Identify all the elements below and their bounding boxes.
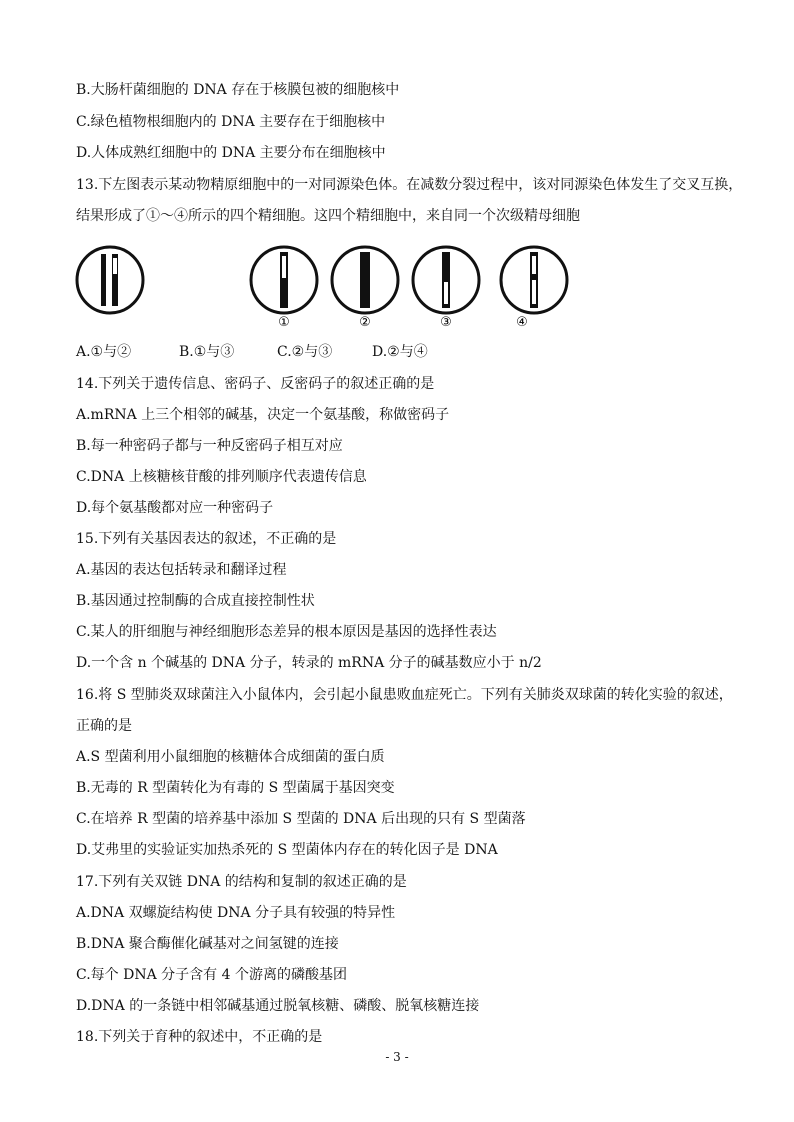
- text-line: D.一个含 n 个碱基的 DNA 分子，转录的 mRNA 分子的碱基数应小于 n/2: [76, 655, 542, 671]
- question-14-stem: 14.下列关于遗传信息、密码子、反密码子的叙述正确的是: [76, 376, 435, 392]
- cell-label-4: ④: [516, 315, 528, 330]
- parent-cell: [77, 247, 143, 313]
- text-line: B.基因通过控制酶的合成直接控制性状: [76, 593, 315, 609]
- sperm-cell-2: [332, 247, 398, 313]
- text-line: C.某人的肝细胞与神经细胞形态差异的根本原因是基因的选择性表达: [76, 624, 497, 640]
- sperm-cell-4: [501, 247, 567, 313]
- text-line: A.DNA 双螺旋结构使 DNA 分子具有较强的特异性: [76, 905, 396, 921]
- cell-label-1: ①: [278, 315, 290, 330]
- text-line: A.S 型菌利用小鼠细胞的核糖体合成细菌的蛋白质: [76, 749, 385, 765]
- option-b: B.①与③: [179, 344, 235, 360]
- text-line: B.大肠杆菌细胞的 DNA 存在于核膜包被的细胞核中: [76, 82, 400, 98]
- sperm-cell-3: [413, 247, 479, 313]
- question-13-options: [76, 342, 428, 362]
- question-16-stem-cont: 正确的是: [76, 718, 132, 734]
- chromosome-diagram: [72, 240, 582, 332]
- text-line: C.每个 DNA 分子含有 4 个游离的磷酸基团: [76, 967, 347, 983]
- question-13-stem-cont: 结果形成了①～④所示的四个精细胞。这四个精细胞中，来自同一个次级精母细胞: [76, 208, 580, 224]
- text-line: A.mRNA 上三个相邻的碱基，决定一个氨基酸，称做密码子: [76, 407, 450, 423]
- chromosome-figure: [72, 240, 582, 332]
- cell-label-2: ②: [359, 315, 371, 330]
- text-line: C.绿色植物根细胞内的 DNA 主要存在于细胞核中: [76, 114, 386, 130]
- text-line: C.在培养 R 型菌的培养基中添加 S 型菌的 DNA 后出现的只有 S 型菌落: [76, 811, 526, 827]
- text-line: D.艾弗里的实验证实加热杀死的 S 型菌体内存在的转化因子是 DNA: [76, 842, 498, 858]
- option-c: C.②与③: [277, 344, 333, 360]
- option-a: A.①与②: [76, 344, 132, 360]
- question-16-stem: 16.将 S 型肺炎双球菌注入小鼠体内，会引起小鼠患败血症死亡。下列有关肺炎双球菌的转化实验的叙述，: [76, 687, 733, 703]
- text-line: B.无毒的 R 型菌转化为有毒的 S 型菌属于基因突变: [76, 780, 395, 796]
- page-number: - 3 -: [385, 1050, 409, 1064]
- text-line: C.DNA 上核糖核苷酸的排列顺序代表遗传信息: [76, 469, 367, 485]
- text-line: D.DNA 的一条链中相邻碱基通过脱氧核糖、磷酸、脱氧核糖连接: [76, 998, 480, 1014]
- option-d: D.②与④: [372, 344, 428, 360]
- text-line: A.基因的表达包括转录和翻译过程: [76, 562, 287, 578]
- question-13-stem: 13.下左图表示某动物精原细胞中的一对同源染色体。在减数分裂过程中，该对同源染色体发生了交叉互换，: [76, 177, 743, 193]
- text-line: B.每一种密码子都与一种反密码子相互对应: [76, 438, 343, 454]
- question-18-stem: 18.下列关于育种的叙述中，不正确的是: [76, 1029, 323, 1045]
- text-line: D.人体成熟红细胞中的 DNA 主要分布在细胞核中: [76, 145, 386, 161]
- text-line: D.每个氨基酸都对应一种密码子: [76, 500, 274, 516]
- question-15-stem: 15.下列有关基因表达的叙述，不正确的是: [76, 531, 337, 547]
- sperm-cell-1: [251, 247, 317, 313]
- cell-label-3: ③: [440, 315, 452, 330]
- question-17-stem: 17.下列有关双链 DNA 的结构和复制的叙述正确的是: [76, 874, 407, 890]
- text-line: B.DNA 聚合酶催化碱基对之间氢键的连接: [76, 936, 339, 952]
